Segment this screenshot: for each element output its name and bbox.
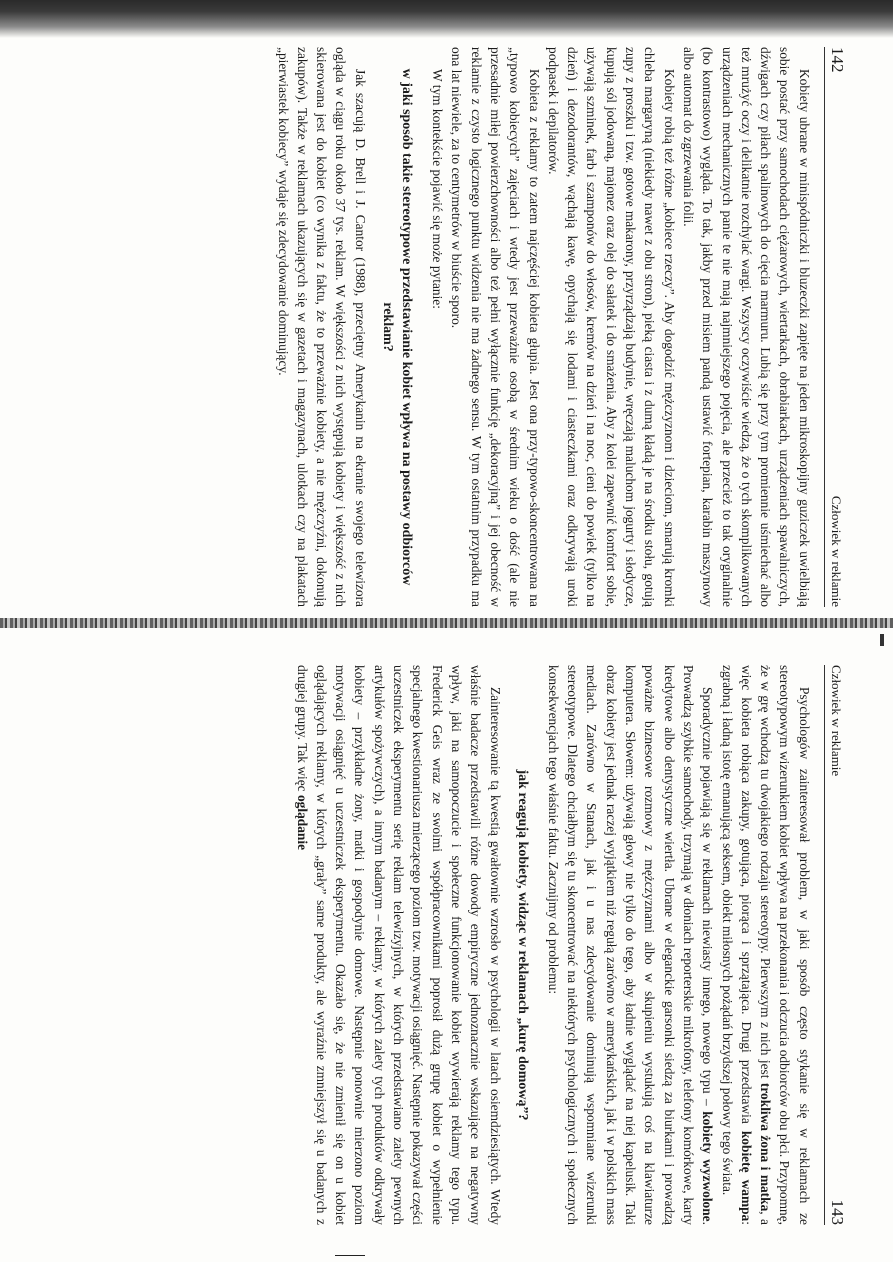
page-142 <box>0 32 893 622</box>
paragraph: Kobiety ubrane w minispódniczki i bluzeczki zapięte na jeden mikroskopijny guziczek uwielbiają sobie postać przy samochodach ciężarowych, wiertarkach, obrabiarkach, urządzeniach spawalniczych, dźwigach czy piłach spalinowych do cięcia marmuru. Lubią się przy tym promiennie uśmiechać albo też mrużyć oczy i delikatnie rozchylać wargi. Wszyscy oczywiście wiedzą, że o tych skomplikowanych urządzeniach mechanicznych panie te nie mają najmniejszego pojęcia, ale przecież to tak oryginalnie (bo kontrastowo) wygląda. To tak, jakby przed misiem pandą ustawić fortepian, karabin maszynowy albo automat do zgrzewania folii. <box>680 47 812 607</box>
book-gutter <box>0 618 893 628</box>
paragraph: Zainteresowanie tą kwestią gwałtownie wzrosło w psychologii w latach osiemdziesiątych. Wtedy właśnie badacze przedstawili różne dowody empiryczne jednoznacznie wskazujące na negatywny wpływ, jaki na samopoczucie i społeczne funkcjonowanie kobiet wywierają reklamy tego typu. Frederick Geis wraz ze swoimi współpracownikami poprosił dużą grupę kobiet o wypełnienie specjalnego kwestionariusza mierzącego poziom tzw. motywacji osiągnięć. Następnie pokazywał części uczestniczek eksperymentu serię reklam telewizyjnych, w których przedstawiano zalety pewnych artykułów spożywczych), a innym badanym – reklamy, w których zalety tych produktów odkrywały kobiety – przykładne żony, matki i gospodynie domowe. Następnie ponownie mierzono poziom motywacji osiągnięć u uczestniczek eksperymentu. Okazało się, że nie zmienił się on u kobiet oglądających reklamy, w których „grały” same produkty, ale wyraźnie zmniejszył się u badanych z drugiej grupy. Tak więc oglądanie <box>294 665 503 1225</box>
running-head-142 <box>823 47 846 607</box>
paragraph: Jak szacują D. Brell i J. Cantor (1988), przeciętny Amerykanin na ekranie swojego telewizora ogląda w ciągu roku około 37 tys. reklam. W większości z nich występują kobiety i większość z nich skierowana jest do kobiet (co wynika z faktu, że to przeważnie kobiety, a nie mężczyźni, dokonują zakupów). Także w reklamach ukazujących się w gazetach i magazynach, ulotkach czy na plakatach „pierwiastek kobiecy” wydaje się zdecydowanie dominujący. <box>275 47 368 607</box>
bold-term: kobiety wyzwolone <box>699 1111 715 1222</box>
scan-mark <box>880 634 884 646</box>
dash-mark <box>335 1255 365 1256</box>
page-number: 143 <box>827 1199 847 1225</box>
bold-term: oglądanie <box>294 794 310 851</box>
running-head-143 <box>823 665 846 1225</box>
paragraph: Sporadycznie pojawiają się w reklamach niewiasty innego, nowego typu – kobiety wyzwolone. Prowadzą szybkie samochody, trzymają w dłoniach reporterskie mikrofony, telefony komórkowe, karty kredytowe albo dentystyczne wiertła. Ubrane w eleganckie garsonki siedzą za biurkami i prowadzą poważne biznesowe rozmowy z mężczyznami albo w skupieniu wystukują coś na klawiaturze komputera. Słowem: używają głowy nie tylko do tego, aby ładnie wyglądać na niej kapelusik. Taki obraz kobiety jest jednak raczej wyjątkiem niż regułą zarówno w amerykańskich, jak i w polskich mass mediach. Zarówno w Stanach, jak i u nas zdecydowanie dominują wspomniane wizerunki stereotypowe. Dlatego chciałbym się tu skoncentrować na niektórych psychologicznych i społecznych konsekwencjach tego właśnie faktu. Zacznijmy od problemu: <box>545 665 715 1225</box>
running-title: Człowiek w reklamie <box>828 495 844 607</box>
paragraph: Psychologów zainteresował problem, w jaki sposób często stykanie się w reklamach ze stereotypowym wizerunkiem kobiet wpływa na przekonania i odczucia odbiorców obu płci. Przypomnę, że w grę wchodzą tu dwojakiego rodzaju stereotypy. Pierwszym z nich jest trokliwa żona i matka, a więc kobieta robiąca zakupy, gotująca, piorąca i sprzątająca. Drugi przedstawia kobietę wampa: zgrabną i ładną istotę emanującą seksem, obiekt miłosnych pożądań brzydszej połowy tego świata. <box>719 665 812 1225</box>
running-title: Człowiek w reklamie <box>828 665 844 777</box>
paragraph: Kobiety robią też różne „kobiece rzeczy”. Aby dogodzić mężczyznom i dzieciom, smarują kromki chleba margaryną (niekiedy nawet z obu stron), pieką ciasta i z dumą kładą je na środku stołu, gotują zupy z proszku i tzw. gotowe makarony, przyrządzają budynie, wręczają maluchom jogurty i słodycze, kupują sól jodowaną, majonez oraz olej do sałatek i do smażenia. Aby z kolei zapewnić komfort sobie, używają szminek, farb i szamponów do włosów, kremów na dzień i na noc, cieni do powiek (tylko na dzień) i dezodorantów, wąchają kawę, opychają się lodami i ciasteczkami oraz odkrywają uroki podpasek i depilatorów. <box>545 47 677 607</box>
paragraph: Kobieta z reklamy to zatem najczęściej kobieta głupia. Jest ona przy-typowo-skoncentrowana na „typowo kobiecych” zajęciach i wtedy jest przeważnie osobą w średnim wieku o dość (ale nie przesadnie miłej powierzchowności albo też pełni wyłącznie funkcję „dekoracyjną” i jej obecność w reklamie z czysto logicznego punktu widzenia nie ma żadnego sensu. W tym ostatnim przypadku ma ona lat niewiele, za to centymetrów w biuście sporo. <box>448 47 542 607</box>
page-142-content <box>47 47 847 607</box>
page-number: 142 <box>827 47 847 73</box>
bold-term: trokliwa żona i matka <box>757 1082 773 1212</box>
page-143 <box>0 650 893 1240</box>
section-heading: w jaki sposób takie stereotypowe przedstawianie kobiet wpływa na postawy odbiorców reklam? <box>379 68 414 586</box>
paragraph: W tym kontekście pojawić się może pytanie: <box>429 69 445 309</box>
bold-term: kobietę wampa <box>738 1130 754 1222</box>
section-heading: jak reagują kobiety, widząc w reklamach „kurę domową”? <box>514 769 530 1121</box>
page-143-content <box>47 665 847 1225</box>
